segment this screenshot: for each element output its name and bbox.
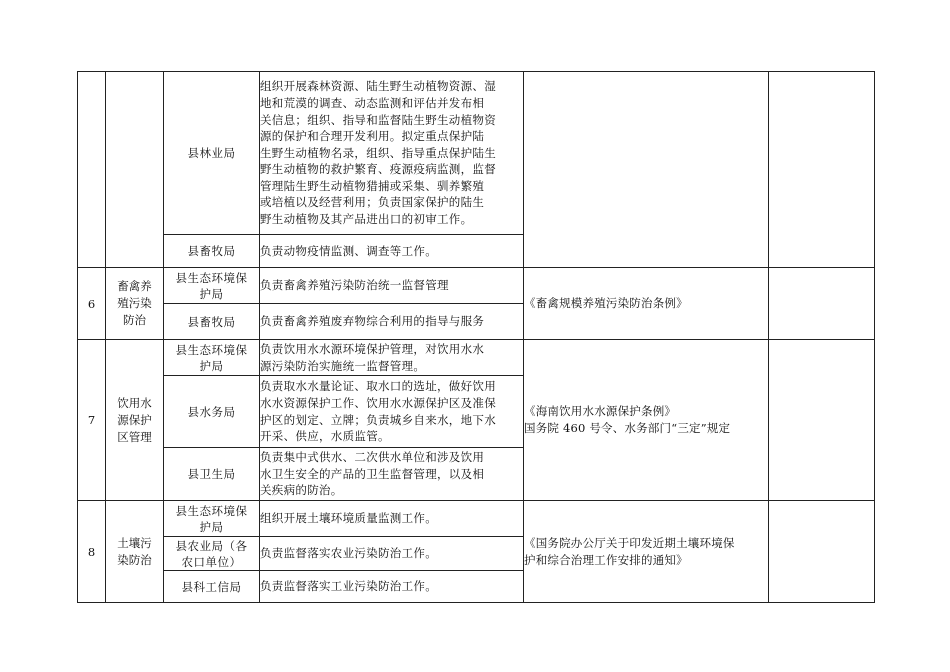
item-line: 源保护 [117, 412, 152, 427]
dept-line: 县卫生局 [187, 467, 236, 481]
duty-cell [260, 537, 524, 571]
duty-cell [260, 448, 524, 501]
item-line: 染防治 [117, 552, 152, 567]
basis-cell [524, 340, 769, 501]
basis-line: 国务院 460 号令、水务部门“三定”规定 [524, 421, 731, 435]
dept-line: 县水务局 [187, 404, 236, 419]
table-row [78, 268, 875, 304]
dept-line: 县生态环境保 [175, 503, 248, 518]
dept-cell [164, 376, 260, 448]
duty-line: 关信息；组织、指导和监督陆生野生动植物资 [260, 112, 496, 127]
table-row [78, 501, 875, 537]
responsibility-table [77, 71, 875, 603]
duty-line: 护区的划定、立牌；负责城乡自来水，地下水 [260, 412, 496, 427]
item-line: 防治 [123, 313, 146, 327]
basis-line: 《畜禽规模养殖污染防治条例》 [524, 296, 688, 310]
note-cell [769, 72, 875, 268]
dept-cell [164, 448, 260, 501]
duty-cell [260, 501, 524, 537]
duty-line: 组织开展土壤环境质量监测工作。 [260, 511, 437, 526]
dept-name: 县林业局 [187, 146, 236, 160]
item-cell [106, 501, 164, 603]
duty-line: 负责集中式供水、二次供水单位和涉及饮用 [260, 450, 485, 465]
row-number-cell [78, 72, 106, 268]
note-cell [769, 268, 875, 340]
basis-cell [524, 501, 769, 603]
item-cell [106, 268, 164, 340]
duty-line: 关疾病的防治。 [260, 483, 343, 498]
dept-line: 县农业局（各 [175, 538, 248, 553]
item-cell [106, 340, 164, 501]
duty-cell [260, 235, 524, 268]
duty-line: 野生动植物及其产品进出口的初审工作。 [260, 212, 473, 227]
duty-line: 负责畜禽养殖污染防治统一监督管理 [260, 278, 449, 293]
duty-cell [260, 376, 524, 448]
duty-line: 组织开展森林资源、陆生野生动植物资源、湿 [260, 79, 496, 94]
duty-line: 或培植以及经营利用；负责国家保护的陆生 [260, 195, 485, 210]
table-row [78, 72, 875, 235]
duty-cell [260, 304, 524, 340]
duty-cell [260, 571, 524, 603]
basis-line: 《国务院办公厅关于印发近期土壤环境保 [524, 535, 735, 550]
table-row [78, 340, 875, 376]
item-line: 饮用水 [117, 395, 152, 410]
item-line: 区管理 [117, 429, 152, 444]
duty-cell [260, 340, 524, 376]
dept-cell [164, 501, 260, 537]
dept-cell [164, 304, 260, 340]
duty-line: 负责动物疫情监测、调查等工作。 [260, 243, 437, 258]
dept-cell [164, 537, 260, 571]
duty-line: 负责监督落实工业污染防治工作。 [260, 579, 437, 594]
dept-cell [164, 72, 260, 235]
duty-line: 水水资源保护工作、饮用水水源保护区及准保 [260, 395, 496, 410]
dept-name: 县畜牧局 [187, 244, 236, 258]
duty-cell [260, 72, 524, 235]
dept-line: 县畜牧局 [187, 314, 236, 329]
item-cell [106, 72, 164, 268]
dept-cell [164, 340, 260, 376]
note-cell [769, 340, 875, 501]
duty-cell [260, 268, 524, 304]
dept-line: 县科工信局 [181, 579, 242, 594]
dept-cell [164, 571, 260, 603]
dept-line: 县生态环境保 [175, 342, 248, 357]
duty-line: 源污染防治实施统一监督管理。 [260, 358, 426, 373]
basis-line: 护和综合治理工作安排的通知》 [524, 552, 688, 567]
item-line: 土壤污 [117, 535, 152, 550]
dept-cell [164, 235, 260, 268]
duty-line: 负责饮用水水源环境保护管理，对饮用水水 [260, 341, 485, 356]
basis-cell [524, 268, 769, 340]
row-number-cell: 8 [78, 501, 106, 603]
note-cell [769, 501, 875, 603]
dept-line: 护局 [199, 286, 224, 301]
dept-line: 农口单位） [181, 554, 242, 569]
duty-line: 地和荒漠的调查、动态监测和评估并发布相 [260, 95, 485, 110]
duty-line: 生野生动植物名录，组织、指导重点保护陆生 [260, 145, 496, 160]
dept-line: 护局 [199, 358, 224, 373]
duty-line: 负责畜禽养殖废弃物综合利用的指导与服务 [260, 314, 485, 329]
basis-cell [524, 72, 769, 268]
duty-line: 野生动植物的救护繁育、疫源疫病监测，监督 [260, 162, 496, 177]
item-line: 畜禽养 [117, 279, 152, 293]
basis-line: 《海南饮用水水源保护条例》 [524, 404, 677, 418]
duty-line: 源的保护和合理开发利用。拟定重点保护陆 [260, 129, 485, 144]
row-number-cell: 7 [78, 340, 106, 501]
item-line: 殖污染 [117, 296, 152, 310]
duty-line: 开采、供应，水质监管。 [260, 429, 390, 444]
dept-line: 县生态环境保 [175, 270, 248, 285]
dept-cell [164, 268, 260, 304]
duty-line: 水卫生安全的产品的卫生监督管理，以及相 [260, 466, 485, 481]
duty-line: 管理陆生野生动植物猎捕或采集、驯养繁殖 [260, 178, 485, 193]
row-number-cell: 6 [78, 268, 106, 340]
dept-line: 护局 [199, 519, 224, 534]
duty-line: 负责取水水量论证、取水口的选址，做好饮用 [260, 379, 496, 394]
duty-line: 负责监督落实农业污染防治工作。 [260, 546, 437, 561]
